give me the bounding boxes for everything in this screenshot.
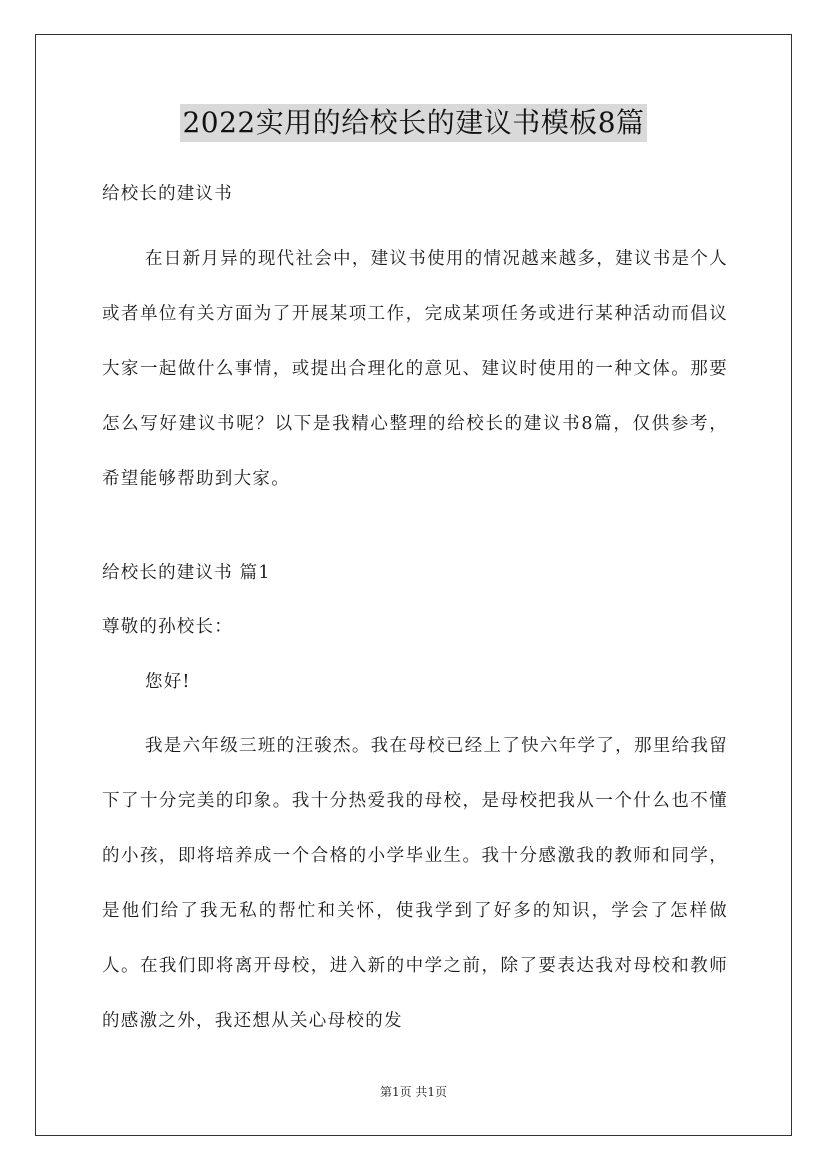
page-footer: 第1页 共1页 (379, 1085, 448, 1099)
document-title: 2022实用的给校长的建议书模板8篇 (180, 104, 646, 142)
salutation: 尊敬的孙校长： (102, 617, 233, 637)
letter-paragraph: 我是六年级三班的汪骏杰。我在母校已经上了快六年学了，那里给我留下了十分完美的印象。我十分热爱我的母校，是母校把我从一个什么也不懂的小孩，即将培养成一个合格的小学毕业生。我十分感激我的教师和同学，是他们给了我无私的帮忙和关怀，使我学到了好多的知识，学会了怎样做人。在我们即将离开母校，进入新的中学之前，除了要表达我对母校和教师的感激之外，我还想从关心母校的发 (102, 736, 728, 1031)
intro-paragraph: 在日新月异的现代社会中，建议书使用的情况越来越多，建议书是个人或者单位有关方面为了开展某项工作，完成某项任务或进行某种活动而倡议大家一起做什么事情，或提出合理化的意见、建议时使用的一种文体。那要怎么写好建议书呢？以下是我精心整理的给校长的建议书8篇，仅供参考，希望能够帮助到大家。 (102, 249, 728, 489)
greeting: 您好! (145, 672, 191, 692)
title-container (0, 104, 827, 142)
section-heading: 给校长的建议书 篇1 (102, 563, 271, 583)
intro-heading: 给校长的建议书 (102, 184, 233, 204)
